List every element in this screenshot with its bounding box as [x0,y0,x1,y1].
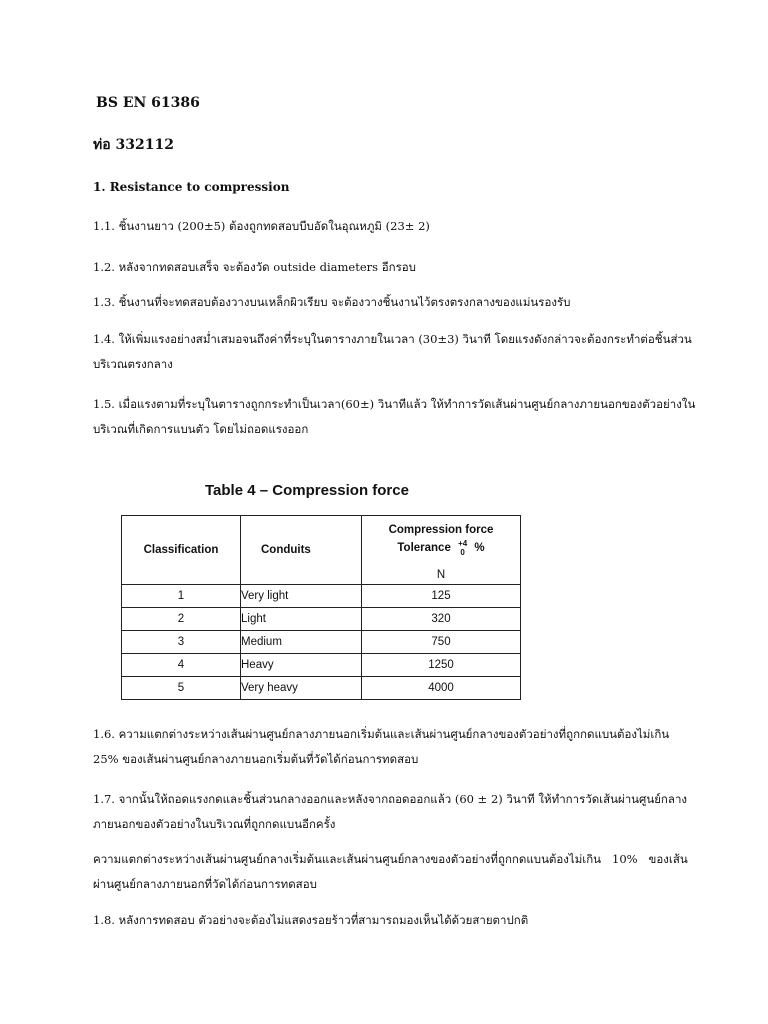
cell-conduit: Medium [241,631,362,654]
cell-force: 320 [362,608,521,631]
header-tolerance [397,539,484,557]
header-compression-force [362,516,521,585]
paragraph-1-5 [93,392,696,442]
cell-force: 750 [362,631,521,654]
paragraph-line: 1.3. ชิ้นงานที่จะทดสอบต้องวางบนเหล็กผิวเรียบ จะต้องวางชิ้นงานไว้ตรงตรงกลางของแม่นรองรับ [93,295,571,309]
paragraph-line: ความแตกต่างระหว่างเส้นผ่านศูนย์กลางเริ่มต้นและเส้นผ่านศูนย์กลางของตัวอย่างที่ถูกกดแบนต้องไม่เกิน 10% ของเส้น [93,852,688,866]
section-heading: 1. Resistance to compression [93,180,290,194]
paragraph-line: 1.8. หลังการทดสอบ ตัวอย่างจะต้องไม่แสดงรอยร้าวที่สามารถมองเห็นได้ด้วยสายตาปกติ [93,913,529,927]
header-unit: N [436,569,446,581]
cell-classification: 5 [122,677,241,700]
paragraph-1-4 [93,327,692,377]
header-conduits: Conduits [241,516,362,585]
paragraph-line: 1.6. ความแตกต่างระหว่างเส้นผ่านศูนย์กลางภายนอกเริ่มต้นและเส้นผ่านศูนย์กลางของตัวอย่างที่ถูกกดแบนต้องไม่เกิน [93,727,670,741]
cell-conduit: Light [241,608,362,631]
cell-classification: 2 [122,608,241,631]
paragraph-line: 1.7. จากนั้นให้ถอดแรงกดและชิ้นส่วนกลางออกและหลังจากถอดออกแล้ว (60 ± 2) วินาที ให้ทำการวัดเส้นผ่านศูนย์กลาง [93,792,688,806]
cell-conduit: Heavy [241,654,362,677]
tolerance-upper: +4 [458,539,468,548]
tolerance-percent: % [474,542,485,555]
header-classification: Classification [122,516,241,585]
cell-conduit: Very light [241,585,362,608]
cell-classification: 3 [122,631,241,654]
paragraph-line: บริเวณตรงกลาง [93,357,173,371]
tolerance-range [458,539,467,557]
tolerance-lower: 0 [460,548,465,557]
cell-classification: 1 [122,585,241,608]
paragraph-line: 1.2. หลังจากทดสอบเสร็จ จะต้องวัด outside diameters อีกรอบ [93,260,416,274]
cell-force: 4000 [362,677,521,700]
paragraph-1-8 [93,908,676,933]
compression-force-table [121,515,521,700]
paragraph-1-2 [93,255,676,280]
table-row [122,631,521,654]
paragraph-line: 25% ของเส้นผ่านศูนย์กลางภายนอกเริ่มต้นที่วัดได้ก่อนการทดสอบ [93,752,419,766]
table-row [122,608,521,631]
paragraph-1-7 [93,787,688,837]
table-row [122,585,521,608]
paragraph-line: ภายนอกของตัวอย่างในบริเวณที่ถูกกดแบนอีกครั้ง [93,817,336,831]
paragraph-1-3 [93,290,676,315]
standard-heading: BS EN 61386 [96,95,200,111]
paragraph-1-1 [93,214,676,239]
table-title: Table 4 – Compression force [205,482,409,499]
paragraph-line: 1.4. ให้เพิ่มแรงอย่างสม่ำเสมอจนถึงค่าที่ระบุในตารางภายในเวลา (30±3) วินาที โดยแรงดังกล่าวจะต้องกระทำต่อชิ้นส่วน [93,332,692,346]
paragraph-1-6 [93,722,676,772]
cell-conduit: Very heavy [241,677,362,700]
paragraph-line: ผ่านศูนย์กลางภายนอกที่วัดได้ก่อนการทดสอบ [93,877,317,891]
table-row [122,654,521,677]
tolerance-label: Tolerance [397,542,451,555]
header-force-label: Compression force [388,524,494,536]
paragraph-line: 1.5. เมื่อแรงตามที่ระบุในตารางถูกกระทำเป็นเวลา(60±) วินาทีแล้ว ให้ทำการวัดเส้นผ่านศูนย์กลางภายนอกของตัวอย่างใน [93,397,696,411]
pipe-heading: ท่อ 332112 [93,137,174,153]
cell-classification: 4 [122,654,241,677]
cell-force: 125 [362,585,521,608]
table-row [122,677,521,700]
paragraph-line: บริเวณที่เกิดการแบนตัว โดยไม่ถอดแรงออก [93,422,309,436]
cell-force: 1250 [362,654,521,677]
paragraph-line: 1.1. ชิ้นงานยาว (200±5) ต้องถูกทดสอบบีบอัดในอุณหภูมิ (23± 2) [93,219,430,233]
paragraph-difference [93,847,688,897]
